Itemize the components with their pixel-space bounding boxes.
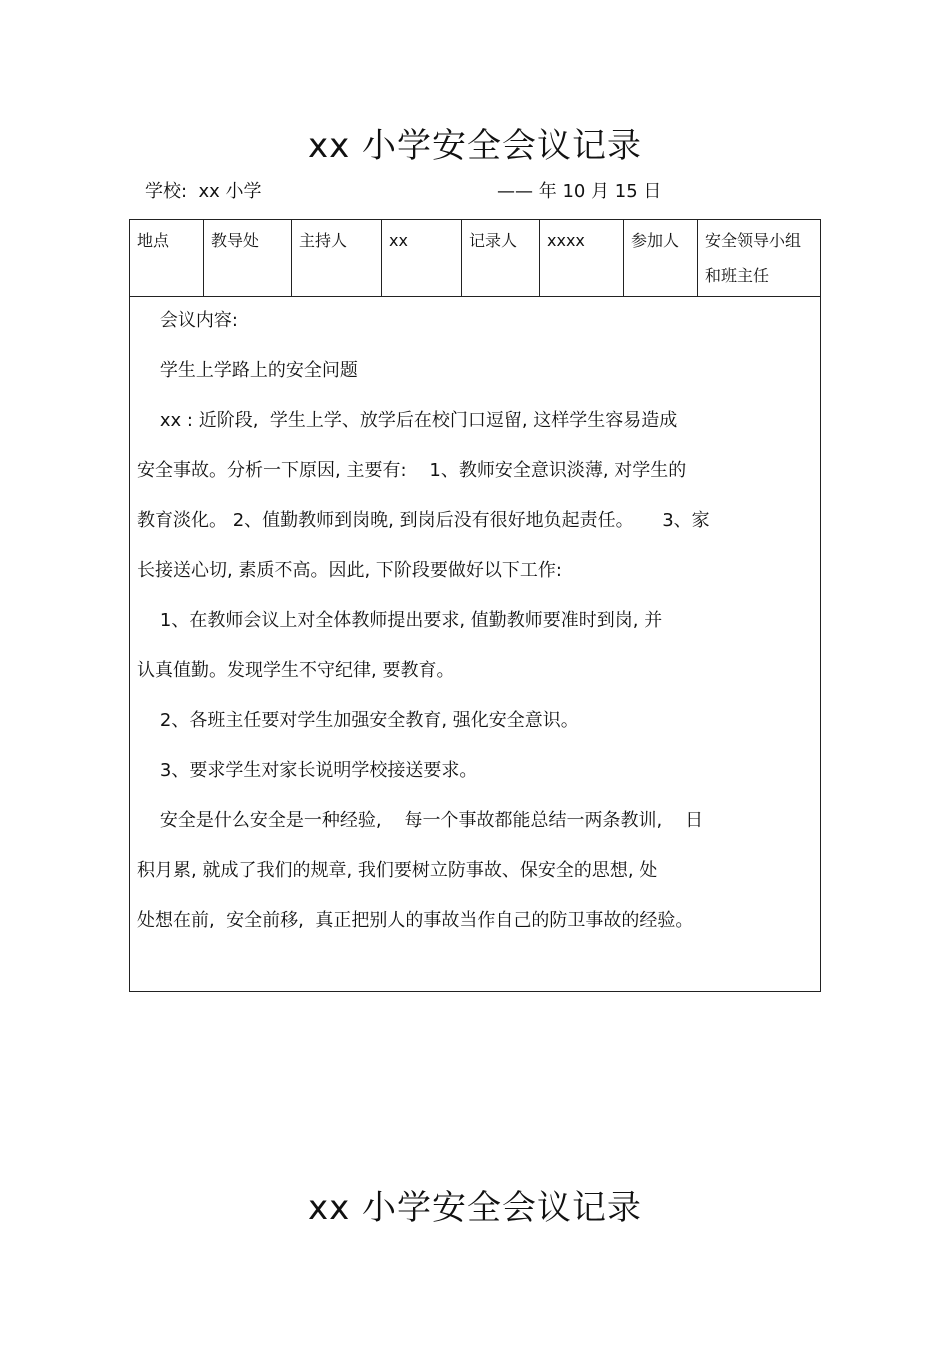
content-line: xx : 近阶段, 学生上学、放学后在校门口逗留, 这样学生容易造成 [137, 410, 678, 431]
content-line: 安全事故。分析一下原因, 主要有: 1、教师安全意识淡薄, 对学生的 [137, 460, 687, 481]
school-info [145, 180, 262, 204]
location-value-cell: 教导处 [204, 220, 292, 296]
host-label-cell: 主持人 [292, 220, 382, 296]
attendees-label-cell: 参加人 [624, 220, 698, 296]
attendees-value-cell: 安全领导小组和班主任 [705, 231, 802, 285]
content-line: 会议内容: [137, 310, 238, 331]
next-page-title: xx 小学安全会议记录 [307, 1188, 643, 1228]
location-label-cell: 地点 [130, 220, 204, 296]
content-line: 认真值勤。发现学生不守纪律, 要教育。 [137, 660, 455, 681]
content-line: 1、在教师会议上对全体教师提出要求, 值勤教师要准时到岗, 并 [137, 610, 663, 631]
content-line: 处想在前, 安全前移, 真正把别人的事故当作自己的防卫事故的经验。 [137, 910, 694, 931]
content-line: 安全是什么安全是一种经验, 每一个事故都能总结一两条教训, 日 [137, 810, 704, 831]
meeting-record-table [129, 219, 821, 992]
page-title: xx 小学安全会议记录 [307, 126, 643, 166]
school-value: xx 小学 [198, 181, 262, 202]
recorder-value-cell: xxxx [540, 220, 624, 296]
content-line: 教育淡化。 2、值勤教师到岗晚, 到岗后没有很好地负起责任。 3、家 [137, 510, 710, 531]
meeting-date [497, 180, 661, 204]
host-value-cell: xx [382, 220, 462, 296]
school-label: 学校: [145, 181, 188, 202]
content-line: 2、各班主任要对学生加强安全教育, 强化安全意识。 [137, 710, 579, 731]
content-line: 长接送心切, 素质不高。因此, 下阶段要做好以下工作: [137, 560, 562, 581]
content-line: 积月累, 就成了我们的规章, 我们要树立防事故、保安全的思想, 处 [137, 860, 658, 881]
date-text: —— 年 10 月 15 日 [497, 181, 662, 202]
recorder-label-cell: 记录人 [462, 220, 540, 296]
content-line: 学生上学路上的安全问题 [137, 360, 358, 381]
header-row [130, 220, 820, 297]
content-line: 3、要求学生对家长说明学校接送要求。 [137, 760, 478, 781]
